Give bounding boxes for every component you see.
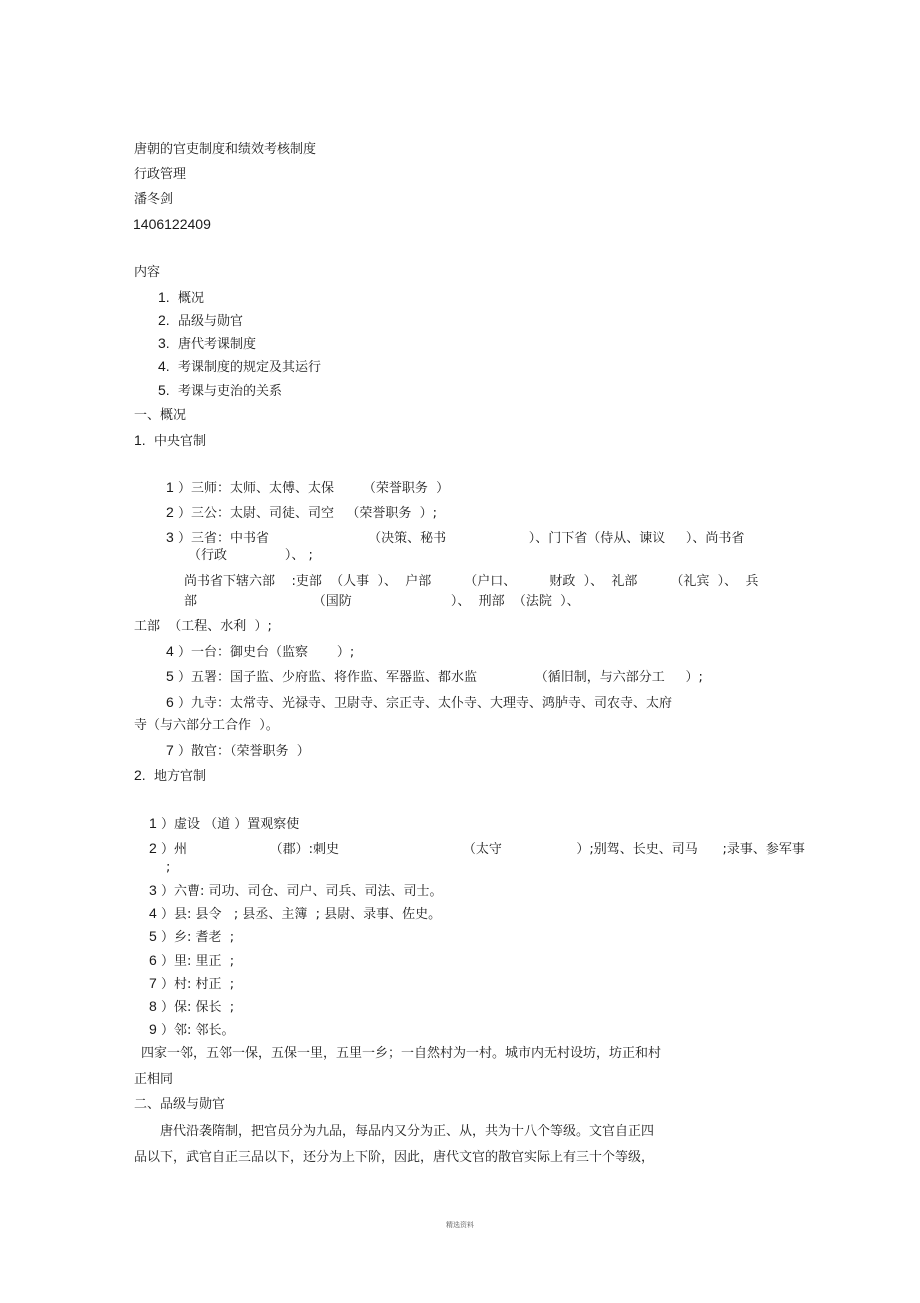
document-title: 唐朝的官吏制度和绩效考核制度 <box>134 142 317 157</box>
list-item: 2 ）州 （郡）:刺史 （太守 ）;别驾、长史、司马 ;录事、参军事 <box>149 840 805 857</box>
author-name: 潘冬剑 <box>134 192 174 207</box>
list-item: 4 ）县: 县令 ; 县丞、主簿 ; 县尉、录事、佐史。 <box>149 905 442 922</box>
list-item: 4 ）一台：御史台（监察 ）; <box>166 643 355 660</box>
list-item: 6 ）里: 里正 ; <box>149 952 235 969</box>
list-item: 5 ）乡: 耆老 ; <box>149 928 235 945</box>
list-item-continuation: 部 （国防 ）、 刑部 （法院 ）、 <box>184 594 580 609</box>
toc-item: 1. 概况 <box>158 289 204 306</box>
subsection-heading: 1. 中央官制 <box>134 432 206 449</box>
list-item-continuation: （行政 ）、 ; <box>188 548 313 563</box>
list-item: 8 ）保: 保长 ; <box>149 998 235 1015</box>
list-item-continuation: 寺（与六部分工合作 ）。 <box>134 718 279 733</box>
list-item: 7 ）村: 村正 ; <box>149 975 235 992</box>
list-item: 2 ）三公：太尉、司徒、司空 （荣誉职务 ）; <box>166 504 437 521</box>
list-item: 1 ）虚设 （道 ）置观察使 <box>149 815 300 832</box>
section-heading: 一、概况 <box>134 408 187 423</box>
subsection-heading: 2. 地方官制 <box>134 767 206 784</box>
list-item: 9 ）邻: 邻长。 <box>149 1021 235 1038</box>
list-item: 6 ）九寺：太常寺、光禄寺、卫尉寺、宗正寺、太仆寺、大理寺、鸿胪寺、司农寺、太府 <box>166 694 672 711</box>
paragraph-line: 四家一邻，五邻一保，五保一里，五里一乡；一自然村为一村。城市内无村设坊，坊正和村 <box>141 1046 662 1061</box>
section-heading: 二、品级与勋官 <box>134 1097 226 1112</box>
toc-item: 4. 考课制度的规定及其运行 <box>158 358 321 375</box>
list-item-continuation: ; <box>166 860 171 875</box>
toc-item: 5. 考课与吏治的关系 <box>158 382 282 399</box>
paragraph-line: 正相同 <box>134 1072 174 1087</box>
student-id: 1406122409 <box>133 216 211 232</box>
toc-item: 2. 品级与勋官 <box>158 312 243 329</box>
toc-item: 3. 唐代考课制度 <box>158 335 256 352</box>
paragraph-line: 唐代沿袭隋制，把官员分为九品，每品内又分为正、从，共为十八个等级。文官自正四 <box>160 1124 655 1139</box>
page-footer: 精选资料 <box>446 1221 474 1229</box>
list-item-continuation: 尚书省下辖六部 :吏部 （人事 ）、 户部 （户口、 财政 ）、 礼部 （礼宾 ）、 兵 <box>184 574 759 589</box>
paragraph-line: 品以下，武官自正三品以下，还分为上下阶，因此，唐代文官的散官实际上有三十个等级， <box>134 1150 655 1165</box>
list-item: 3 ）六曹: 司功、司仓、司户、司兵、司法、司士。 <box>149 882 443 899</box>
list-item: 7 ）散官：（荣誉职务 ） <box>166 742 310 759</box>
list-item: 1 ）三师：太师、太傅、太保 （荣誉职务 ） <box>166 479 450 496</box>
list-item-continuation: 工部 （工程、水利 ）; <box>134 619 272 634</box>
major-label: 行政管理 <box>134 167 187 182</box>
toc-heading: 内容 <box>134 265 161 280</box>
list-item: 3 ）三省：中书省 （决策、秘书 ）、门下省（侍从、谏议 ）、尚书省 <box>166 529 745 546</box>
list-item: 5 ）五署：国子监、少府监、将作监、军器监、都水监 （循旧制，与六部分工 ）; <box>166 668 703 685</box>
